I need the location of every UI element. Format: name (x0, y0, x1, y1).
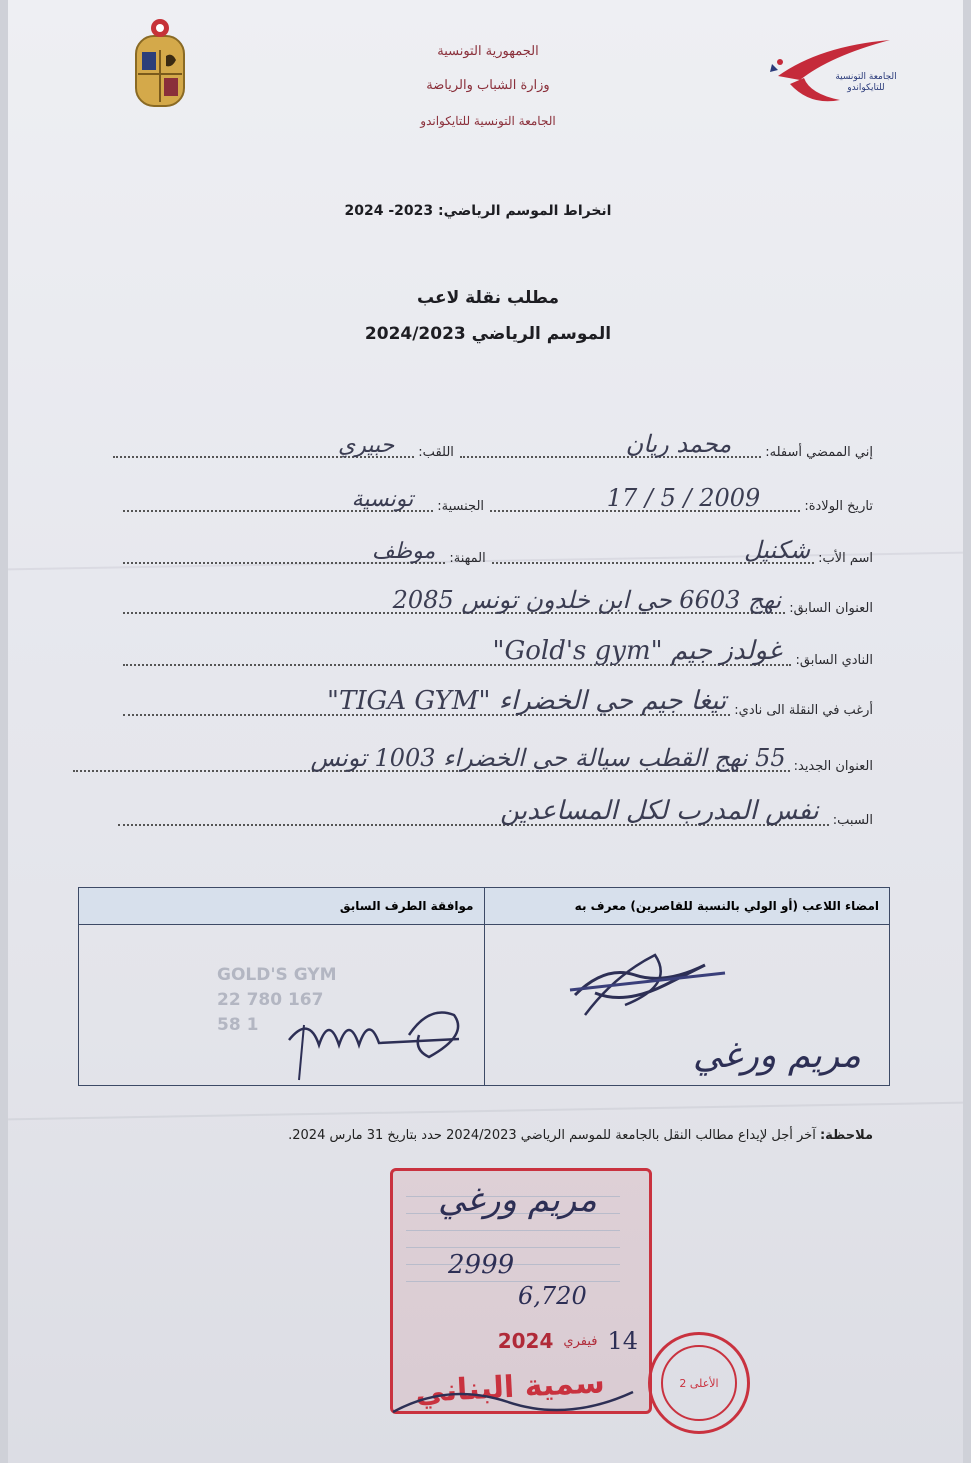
dotted-line (123, 487, 433, 512)
form-title: مطلب نقلة لاعب (417, 288, 559, 308)
round-stamp (648, 1332, 750, 1434)
coat-of-arms-icon (126, 16, 194, 114)
player-signature (565, 945, 735, 1035)
field-row-new-address (73, 738, 873, 778)
previous-approval-signature (279, 995, 479, 1085)
job-value: موظف (371, 539, 436, 564)
nationality-value: تونسية (351, 487, 414, 512)
nationality-label: الجنسية: (437, 499, 485, 514)
field-row-birth (123, 478, 873, 518)
dotted-line (118, 796, 829, 826)
player-signature-cell (484, 925, 890, 1086)
birth-value: 17 / 5 / 2009 (606, 484, 761, 512)
dotted-line (73, 744, 790, 772)
signatory-label: إني الممضي أسفله: (765, 445, 873, 460)
old-club-value: غولدز جيم "Gold's gym" (492, 636, 782, 666)
father-label: اسم الأب: (818, 551, 873, 566)
gym-stamp-name: GOLD'S GYM (217, 965, 337, 985)
field-row-signatory (113, 424, 873, 464)
date-stamp-day: 14 (607, 1327, 638, 1355)
new-club-value: تيغا جيم حي الخضراء "TIGA GYM" (326, 686, 727, 716)
dotted-line (123, 586, 785, 614)
old-address-value: نهج 6603 حي ابن خلدون تونس 2085 (392, 586, 782, 614)
date-stamp-year: 2024 (497, 1329, 554, 1353)
federation-logo-text: الجامعة التونسية للتايكواندو (835, 72, 897, 93)
reason-label: السبب: (832, 813, 873, 828)
stamp-handwritten-number-2: 6,720 (518, 1282, 587, 1310)
stamp-handwritten-name: مريم ورغي (438, 1180, 597, 1220)
round-stamp-text: الأعلى 2 (679, 1376, 719, 1390)
new-club-label: أرغب في النقلة الى نادي: (734, 703, 873, 718)
surname-value: حبيري (338, 433, 395, 458)
document-page (8, 0, 963, 1463)
field-row-old-club (123, 632, 873, 672)
date-stamp (408, 1326, 638, 1356)
dotted-line (460, 430, 761, 458)
gym-stamp-phone-2: 58 1 (217, 1015, 259, 1035)
dotted-line (123, 539, 445, 564)
previous-approval-cell (79, 925, 485, 1086)
player-signature-name: مريم ورغي (692, 1035, 861, 1076)
header-ministry: وزارة الشباب والرياضة (426, 78, 550, 93)
dotted-line (123, 636, 791, 666)
signatory-value: محمد ريان (625, 430, 732, 458)
form-subtitle: الموسم الرياضي 2024/2023 (364, 324, 612, 344)
red-name-strike (388, 1372, 638, 1432)
reason-value: نفس المدرب لكل المساعدين (500, 796, 819, 826)
header-republic: الجمهورية التونسية (437, 44, 539, 59)
date-stamp-month: فيفري (563, 1333, 598, 1349)
new-address-value: 55 نهج القطب سيالة حي الخضراء 1003 تونس (310, 744, 786, 772)
dotted-line (490, 484, 800, 512)
paper-crease (8, 1102, 963, 1121)
note-text: آخر أجل لإيداع مطالب النقل بالجامعة للموسم الرياضي 2024/2023 حدد بتاريخ 31 مارس 2024. (288, 1128, 816, 1143)
new-address-label: العنوان الجديد: (793, 759, 873, 774)
dotted-line (113, 433, 414, 458)
gym-stamp-phone: 22 780 167 (217, 990, 324, 1010)
birth-label: تاريخ الولادة: (804, 499, 873, 514)
note-label: ملاحظة: (819, 1128, 873, 1143)
header-federation: الجامعة التونسية للتايكواندو (420, 114, 556, 128)
old-club-label: النادي السابق: (795, 653, 873, 668)
table-header-player-signature: امضاء اللاعب (أو الولي بالنسبة للقاصرين) معرف به (484, 888, 890, 925)
father-value: شكنيل (744, 536, 811, 564)
old-address-label: العنوان السابق: (789, 601, 873, 616)
surname-label: اللقب: (418, 445, 454, 460)
red-name-stamp: سمية البناني (414, 1365, 606, 1410)
signature-table (78, 887, 890, 1086)
dotted-line (492, 536, 814, 564)
field-row-reason (118, 792, 873, 832)
field-row-father (123, 530, 873, 570)
stamp-handwritten-number: 2999 (448, 1250, 515, 1280)
season-label: انخراط الموسم الرياضي: 2023- 2024 (344, 203, 612, 219)
dotted-line (123, 686, 730, 716)
field-row-old-address (123, 580, 873, 620)
job-label: المهنة: (449, 551, 486, 566)
table-header-previous-approval: موافقة الطرف السابق (79, 888, 485, 925)
field-row-new-club (123, 682, 873, 722)
deadline-note (288, 1128, 873, 1143)
